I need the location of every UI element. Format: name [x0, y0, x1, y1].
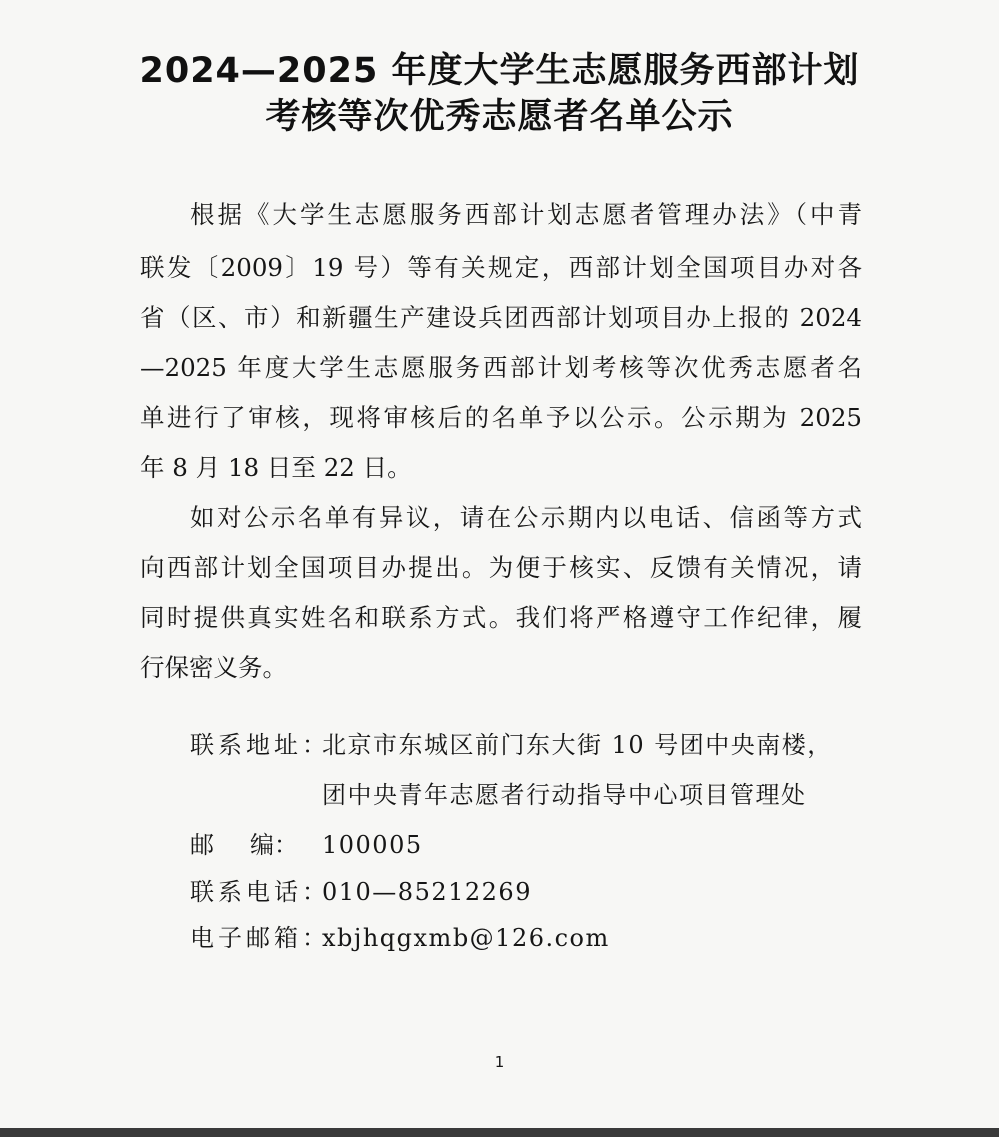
scan-edge-shadow	[0, 1128, 999, 1137]
email-label: 电子邮箱：	[190, 924, 330, 952]
paragraph-1-line: 联发〔2009〕19 号）等有关规定，西部计划全国项目办对各	[140, 253, 862, 282]
document-title-line-2: 考核等次优秀志愿者名单公示	[265, 97, 734, 137]
address-label: 联系地址：	[190, 731, 330, 759]
paragraph-2-line: 行保密义务。	[140, 653, 287, 682]
document-title-line-1: 2024—2025 年度大学生志愿服务西部计划	[139, 51, 860, 91]
paragraph-1-line: —2025 年度大学生志愿服务西部计划考核等次优秀志愿者名	[140, 353, 862, 382]
phone-label: 联系电话：	[190, 878, 330, 906]
contact-address-row	[190, 733, 833, 757]
page-number: 1	[494, 1053, 505, 1071]
paragraph-2-line: 如对公示名单有异议，请在公示期内以电话、信函等方式	[190, 503, 862, 532]
paragraph-2-line: 向西部计划全国项目办提出。为便于核实、反馈有关情况，请	[140, 553, 862, 582]
paragraph-1-line: 年 8 月 18 日至 22 日。	[140, 453, 412, 482]
address-value: 北京市东城区前门东大街 10 号团中央南楼，	[322, 731, 833, 759]
paragraph-1-line: 根据《大学生志愿服务西部计划志愿者管理办法》（中青	[190, 200, 862, 229]
paragraph-1-line: 省（区、市）和新疆生产建设兵团西部计划项目办上报的 2024	[140, 303, 862, 332]
contact-email-row	[190, 926, 610, 950]
phone-value: 010—85212269	[322, 878, 532, 906]
postcode-label	[190, 833, 298, 857]
contact-postcode-row	[190, 833, 423, 857]
postcode-label-part: 邮	[190, 831, 214, 859]
postcode-value: 100005	[322, 831, 423, 859]
address-value-continued: 团中央青年志愿者行动指导中心项目管理处	[322, 781, 807, 809]
postcode-label-part: 编：	[250, 831, 298, 859]
paragraph-1-line: 单进行了审核，现将审核后的名单予以公示。公示期为 2025	[140, 403, 862, 432]
email-value: xbjhqgxmb@126.com	[322, 924, 610, 952]
paragraph-2-line: 同时提供真实姓名和联系方式。我们将严格遵守工作纪律，履	[140, 603, 862, 632]
contact-phone-row	[190, 880, 532, 904]
